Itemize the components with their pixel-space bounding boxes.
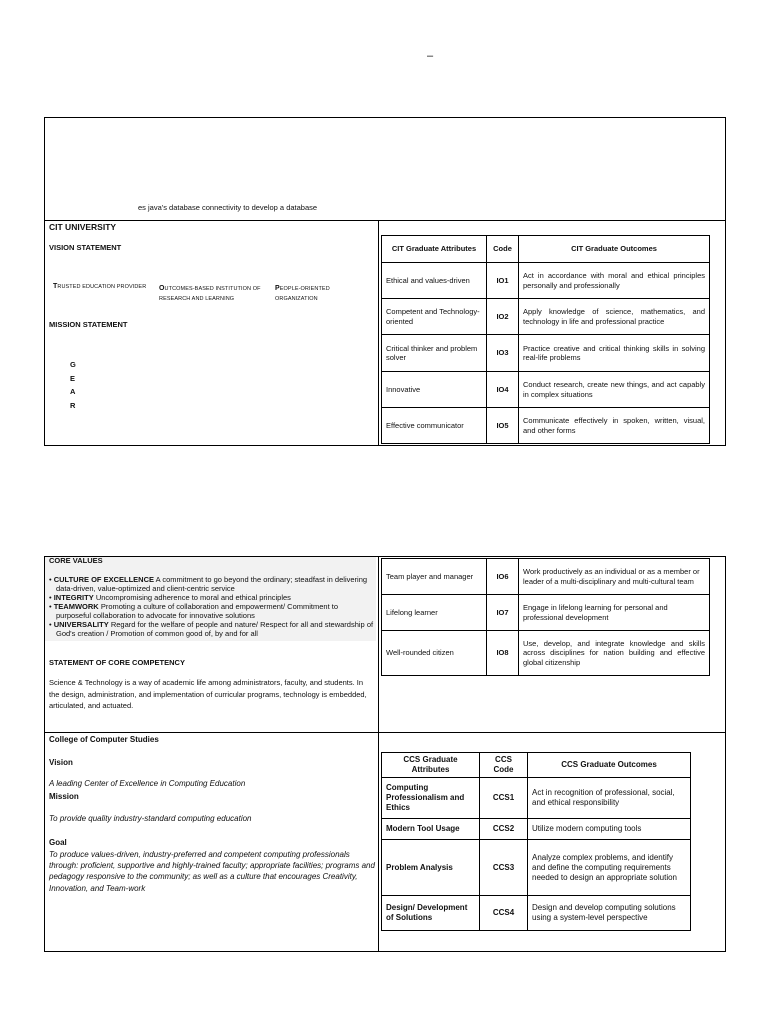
list-item: • TEAMWORK Promoting a culture of collaboration and empowerment/ Commitment to purposeful collaboration to advocate for innovative solutions: [49, 602, 339, 620]
outcome-cell: Practice creative and critical thinking skills in solving real-life problems: [519, 335, 710, 372]
pillar-initial: P: [275, 285, 280, 292]
outcome-cell: Design and develop computing solutions using a system-level perspective: [528, 896, 691, 931]
code-cell: IO4: [487, 372, 519, 408]
table-row: [382, 631, 710, 676]
outcome-cell: Work productively as an individual or as a member or leader of a multi-disciplinary and multi-cultural team: [519, 559, 710, 595]
value-name: TEAMWORK: [53, 602, 99, 611]
pillar-text: EOPLE-ORIENTED ORGANIZATION: [275, 286, 330, 302]
list-item: • INTEGRITY Uncompromising adherence to moral and ethical principles: [49, 593, 291, 602]
gear-letter-e: E: [70, 374, 76, 383]
table-row: [382, 299, 710, 335]
attribute-cell: Team player and manager: [382, 559, 487, 595]
attribute-cell: Problem Analysis: [382, 840, 480, 896]
pillar-trusted: [53, 283, 153, 290]
code-cell: CCS1: [480, 778, 528, 819]
pillar-initial: O: [159, 285, 165, 292]
ccs-mission-heading: Mission: [49, 792, 79, 801]
table-row: [382, 559, 710, 595]
pillar-text: RUSTED EDUCATION PROVIDER: [57, 284, 147, 290]
pillar-text: UTCOMES-BASED INSTITUTION OF RESEARCH AND LEARNING: [159, 286, 261, 302]
ccs-mission-text: To provide quality industry-standard computing education: [49, 814, 252, 823]
mission-heading: MISSION STATEMENT: [49, 320, 128, 329]
table-row: [382, 819, 691, 840]
attribute-cell: Well-rounded citizen: [382, 631, 487, 676]
outcome-cell: Use, develop, and integrate knowledge and skills across disciplines for nation building and effective global citizenship: [519, 631, 710, 676]
list-item: • UNIVERSALITY Regard for the welfare of people and nature/ Respect for all and stewardship of God's creation / Promotion of common good of, by and for all: [49, 620, 374, 638]
table-row: [382, 840, 691, 896]
ccs-goal-text: To produce values-driven, industry-preferred and competent computing professionals through: proficient, supportive and highly-trained faculty; appropriate facilities; programs and pedagogy responsive to the community; as well as a culture that encourages Creativity, Innovation, and Team-work: [49, 850, 375, 893]
outcome-cell: Act in recognition of professional, social, and ethical responsibility: [528, 778, 691, 819]
code-cell: IO2: [487, 299, 519, 335]
college-title: College of Computer Studies: [49, 735, 159, 744]
gear-letter-r: R: [70, 401, 76, 410]
code-cell: IO7: [487, 595, 519, 631]
ccs-vision-text: A leading Center of Excellence in Computing Education: [49, 779, 246, 788]
gear-letter-g: G: [70, 360, 76, 369]
code-cell: CCS3: [480, 840, 528, 896]
ccs-vision-heading: Vision: [49, 758, 73, 767]
header-code: CCS Code: [480, 753, 528, 778]
attribute-cell: Ethical and values-driven: [382, 263, 487, 299]
value-text: Uncompromising adherence to moral and ethical principles: [95, 593, 291, 602]
outcome-cell: Analyze complex problems, and identify and define the computing requirements needed to design an appropriate solution: [528, 840, 691, 896]
value-text: A commitment to go beyond the ordinary; steadfast in delivering data-driven, value-optimized and client-centric service: [56, 575, 368, 593]
value-name: CULTURE OF EXCELLENCE: [53, 575, 154, 584]
core-values-heading: CORE VALUES: [49, 556, 103, 565]
code-cell: CCS4: [480, 896, 528, 931]
code-cell: CCS2: [480, 819, 528, 840]
table-row: [382, 372, 710, 408]
competency-text: Science & Technology is a way of academic life among administrators, faculty, and students. In the design, administration, and implementation of curricular programs, technology is embedded, articulated, and actuated.: [49, 678, 367, 711]
code-cell: IO5: [487, 408, 519, 444]
attribute-cell: Effective communicator: [382, 408, 487, 444]
attribute-cell: Design/ Development of Solutions: [382, 896, 480, 931]
header-attributes: CCS Graduate Attributes: [382, 753, 480, 778]
outcome-cell: Engage in lifelong learning for personal and professional development: [519, 595, 710, 631]
header-outcomes: CIT Graduate Outcomes: [519, 236, 710, 263]
code-cell: IO1: [487, 263, 519, 299]
value-text: Regard for the welfare of people and nature/ Respect for all and stewardship of God's creation / Promotion of common good of, by and for all: [56, 620, 374, 638]
outcome-cell: Communicate effectively in spoken, written, visual, and other forms: [519, 408, 710, 444]
header-attributes: CIT Graduate Attributes: [382, 236, 487, 263]
attribute-cell: Innovative: [382, 372, 487, 408]
pillar-people: [275, 283, 339, 304]
value-name: UNIVERSALITY: [53, 620, 109, 629]
ccs-goal-heading: Goal: [49, 838, 67, 847]
attribute-cell: Critical thinker and problem solver: [382, 335, 487, 372]
cit-outcomes-table-continued: [381, 558, 710, 676]
outcome-cell: Conduct research, create new things, and act capably in complex situations: [519, 372, 710, 408]
code-cell: IO6: [487, 559, 519, 595]
core-values-list: [49, 575, 375, 638]
attribute-cell: Competent and Technology-oriented: [382, 299, 487, 335]
pillar-initial: T: [53, 283, 58, 290]
table-row: [382, 335, 710, 372]
attribute-cell: Lifelong learner: [382, 595, 487, 631]
university-title: CIT UNIVERSITY: [49, 222, 117, 232]
table-row: [382, 896, 691, 931]
header-outcomes: CCS Graduate Outcomes: [528, 753, 691, 778]
table-row: [382, 408, 710, 444]
table-row: [382, 778, 691, 819]
value-name: INTEGRITY: [53, 593, 94, 602]
code-cell: IO3: [487, 335, 519, 372]
header-code: Code: [487, 236, 519, 263]
table-row: [382, 595, 710, 631]
competency-heading: STATEMENT OF CORE COMPETENCY: [49, 658, 185, 667]
ccs-outcomes-table: [381, 752, 691, 931]
outcome-cell: Utilize modern computing tools: [528, 819, 691, 840]
page-mark: –: [427, 50, 434, 62]
code-cell: IO8: [487, 631, 519, 676]
attribute-cell: Modern Tool Usage: [382, 819, 480, 840]
table-row: [382, 263, 710, 299]
outcome-cell: Apply knowledge of science, mathematics, and technology in life and professional practice: [519, 299, 710, 335]
cit-outcomes-table: [381, 235, 710, 444]
outcome-cell: Act in accordance with moral and ethical principles personally and professionally: [519, 263, 710, 299]
value-text: Promoting a culture of collaboration and empowerment/ Commitment to purposeful collaboration to advocate for innovative solutions: [56, 602, 339, 620]
list-item: • CULTURE OF EXCELLENCE A commitment to go beyond the ordinary; steadfast in delivering data-driven, value-optimized and client-centric service: [49, 575, 368, 593]
vision-heading: VISION STATEMENT: [49, 243, 122, 252]
attribute-cell: Computing Professionalism and Ethics: [382, 778, 480, 819]
gear-letter-a: A: [70, 387, 76, 396]
truncated-line: es java's database connectivity to develop a database: [138, 203, 318, 212]
pillar-outcomes: [159, 283, 267, 304]
